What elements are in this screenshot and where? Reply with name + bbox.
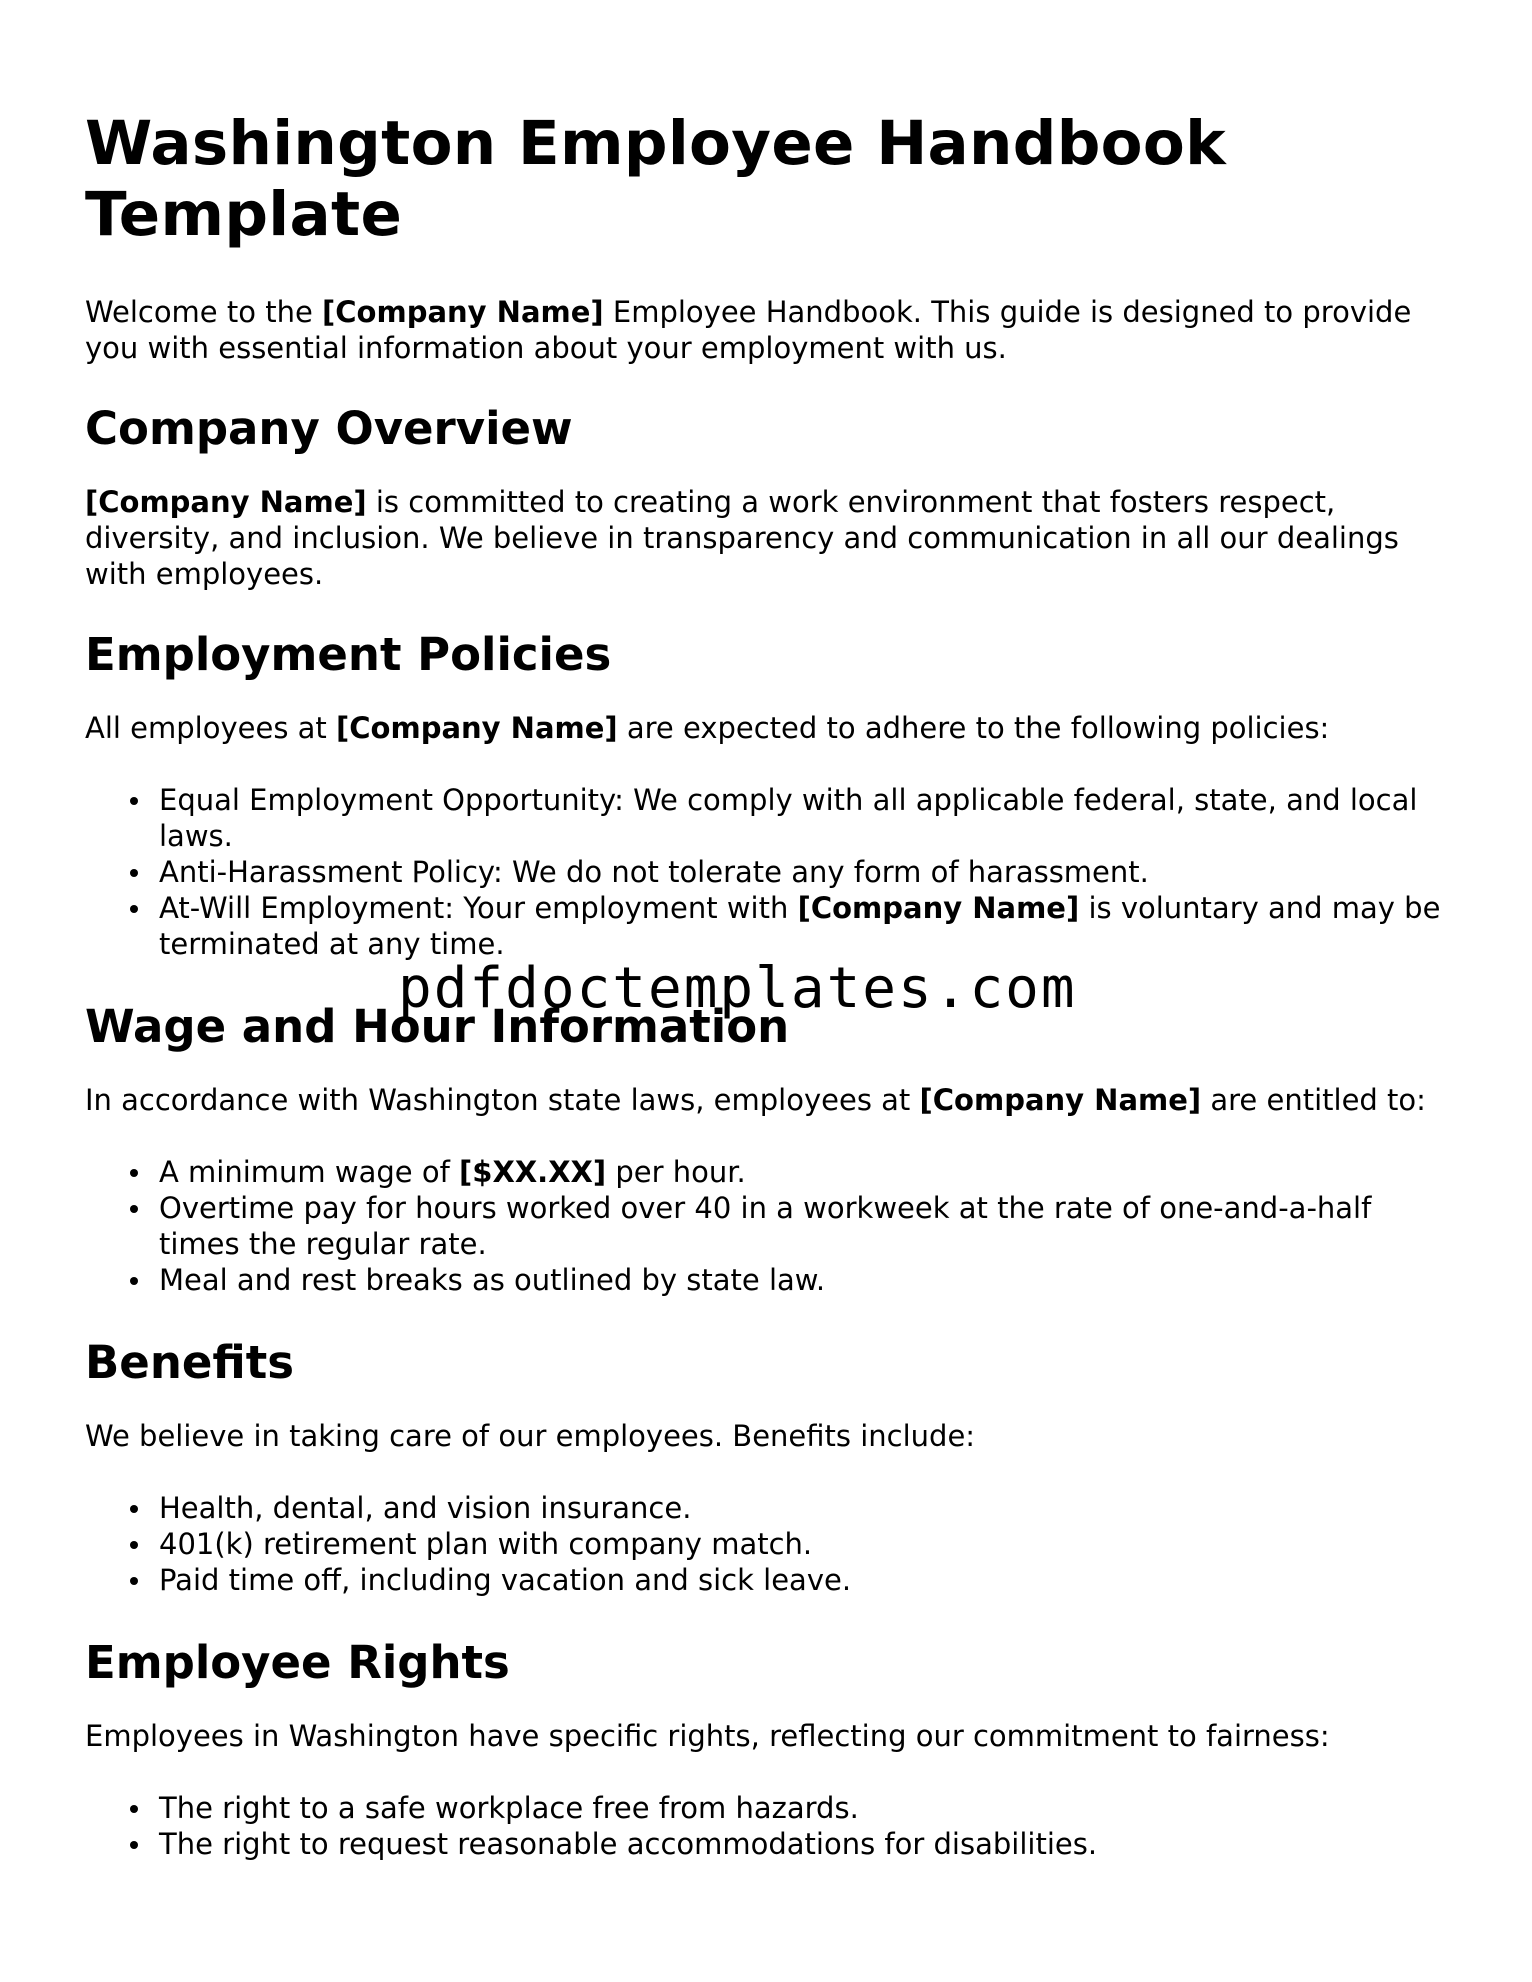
- list-item: Meal and rest breaks as outlined by state law.: [159, 1262, 1455, 1298]
- policies-text-pre: All employees at: [85, 711, 337, 745]
- list-item: [159, 1154, 1455, 1190]
- list-item: The right to a safe workplace free from hazards.: [159, 1790, 1455, 1826]
- list-item: Health, dental, and vision insurance.: [159, 1490, 1455, 1526]
- list-item: Paid time off, including vacation and sick leave.: [159, 1562, 1455, 1598]
- company-name-placeholder: [Company Name]: [85, 485, 367, 519]
- intro-text-pre: Welcome to the: [85, 295, 323, 329]
- list-item: Anti-Harassment Policy: We do not tolerate any form of harassment.: [159, 854, 1455, 890]
- section-heading-wage-hour: Wage and Hour Information: [85, 1000, 790, 1053]
- policies-list: [85, 782, 1455, 962]
- benefits-list: [85, 1490, 1455, 1598]
- section-heading-employee-rights: Employee Rights: [85, 1636, 510, 1689]
- section-heading-employment-policies: Employment Policies: [85, 628, 612, 681]
- overview-paragraph: [85, 484, 1455, 592]
- company-name-placeholder: [Company Name]: [322, 295, 604, 329]
- wage-value-placeholder: [$XX.XX]: [459, 1155, 607, 1189]
- wage-text-pre: In accordance with Washington state laws, employees at: [85, 1083, 920, 1117]
- list-item: The right to request reasonable accommodations for disabilities.: [159, 1826, 1455, 1862]
- company-name-placeholder: [Company Name]: [797, 891, 1080, 925]
- list-item-text-pre: At-Will Employment: Your employment with: [159, 891, 798, 925]
- section-heading-company-overview: Company Overview: [85, 402, 573, 455]
- list-item-text-post: is voluntary and may be terminated at any time.: [159, 891, 1441, 961]
- wage-text-post: are entitled to:: [1201, 1083, 1426, 1117]
- overview-text: is committed to creating a work environment that fosters respect, diversity, and inclusion. We believe in transparency and communication in all our dealings with employees.: [85, 485, 1399, 591]
- section-heading-benefits: Benefits: [85, 1336, 295, 1389]
- document-title: Washington Employee Handbook Template: [85, 108, 1226, 250]
- policies-text-post: are expected to adhere to the following policies:: [617, 711, 1330, 745]
- company-name-placeholder: [Company Name]: [336, 711, 618, 745]
- policies-paragraph: [85, 710, 1455, 746]
- wage-paragraph: [85, 1082, 1455, 1118]
- list-item-text-pre: A minimum wage of: [159, 1155, 460, 1189]
- list-item-text-post: per hour.: [606, 1155, 746, 1189]
- intro-paragraph: [85, 294, 1455, 366]
- list-item: Overtime pay for hours worked over 40 in a workweek at the rate of one-and-a-half times the regular rate.: [159, 1190, 1455, 1262]
- list-item: [159, 890, 1455, 962]
- company-name-placeholder: [Company Name]: [919, 1083, 1202, 1117]
- intro-text-post: Employee Handbook. This guide is designed to provide you with essential information about your employment with us.: [85, 295, 1412, 365]
- rights-list: [85, 1790, 1455, 1862]
- benefits-paragraph: We believe in taking care of our employees. Benefits include:: [85, 1419, 976, 1453]
- rights-paragraph: Employees in Washington have specific rights, reflecting our commitment to fairness:: [85, 1719, 1330, 1753]
- list-item: Equal Employment Opportunity: We comply with all applicable federal, state, and local laws.: [159, 782, 1455, 854]
- wage-list: [85, 1154, 1455, 1298]
- watermark: pdfdoctemplates.com: [398, 956, 1077, 1021]
- list-item: 401(k) retirement plan with company match.: [159, 1526, 1455, 1562]
